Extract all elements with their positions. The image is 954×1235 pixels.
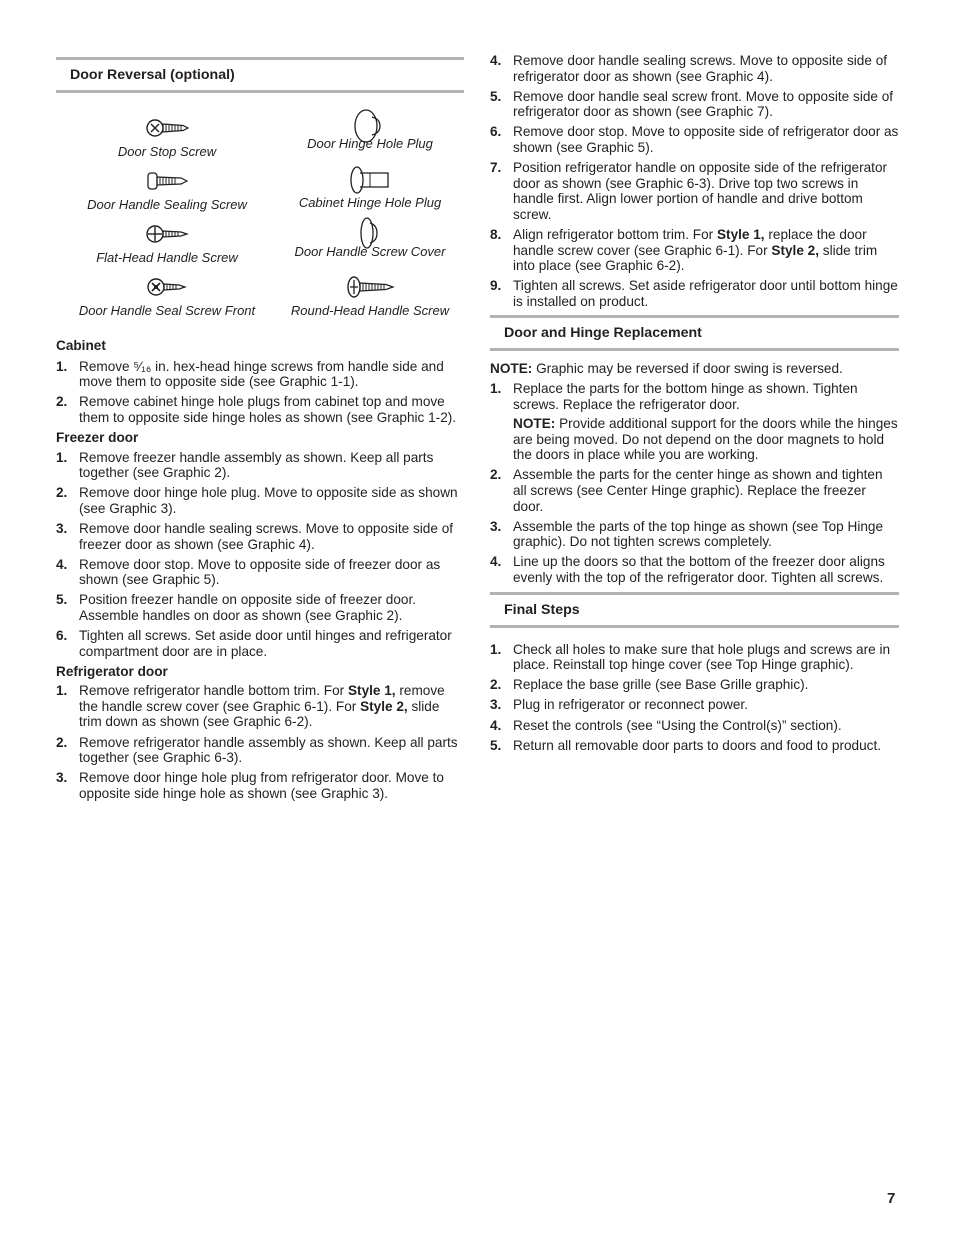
part-caption: Door Stop Screw [117,144,217,159]
list-item: 6. Tighten all screws. Set aside door until hinges and refrigerator compartment door are in place. [56,628,452,659]
list-item: 5. Position freezer handle on opposite side of freezer door. Assemble handles on door as shown (see Graphic 2). [56,592,417,623]
subheading-refrigerator-door: Refrigerator door [56,663,168,679]
list-item: 1. Remove freezer handle assembly as shown. Keep all parts together (see Graphic 2). [56,449,434,481]
right-column [490,0,899,758]
part-caption: Door Handle Sealing Screw [87,197,247,212]
seal-screw-front-icon [143,274,191,300]
section-heading-final-steps: Final Steps [490,592,899,628]
list-item: 3. Remove door hinge hole plug from refrigerator door. Move to opposite side hinge hole as shown (see Graphic 3). [56,770,444,801]
cabinet-section [56,338,464,425]
list-item: 3. Remove door handle sealing screws. Move to opposite side of freezer door as shown (see Graphic 4). [56,520,454,552]
section-heading-door-reversal: Door Reversal (optional) [56,57,464,93]
freezer-section [56,430,464,659]
part-flat-head-handle-screw [64,221,270,274]
list-item: 3. Assemble the parts of the top hinge as shown (see Top Hinge graphic). Do not tighten screws completely. [490,518,884,550]
part-round-head-handle-screw [278,274,462,327]
left-column [56,0,464,806]
list-item: 6. Remove door stop. Move to opposite side of refrigerator door as shown (see Graphic 5). [490,124,899,155]
refrigerator-steps-continued [490,53,899,309]
list-item: 9. Tighten all screws. Set aside refrigerator door until bottom hinge is installed on product. [490,278,898,309]
list-item: 2. Replace the base grille (see Base Grille graphic). [490,677,809,693]
door-stop-screw-icon [143,115,191,141]
part-cabinet-hinge-hole-plug [278,168,462,221]
part-caption: Flat-Head Handle Screw [96,250,238,265]
part-caption: Cabinet Hinge Hole Plug [298,195,442,210]
part-caption: Door Handle Seal Screw Front [78,303,256,318]
note-graphic-reversed: NOTE: Graphic may be reversed if door swing is reversed. [490,361,843,377]
part-caption: Door Handle Screw Cover [294,244,446,259]
section-heading-door-hinge-replacement: Door and Hinge Replacement [490,315,899,351]
list-item: 7. Position refrigerator handle on opposite side of the refrigerator door as shown (see Graphic 6-3). Drive top two screws in handle first. Align lower portion of handle and drive bottom screw. [490,160,888,222]
list-item: 4. Line up the doors so that the bottom of the freezer door aligns evenly with the top of the refrigerator door. Tighten all screws. [490,554,885,586]
part-caption: Door Hinge Hole Plug [307,136,433,151]
list-item: 1. Remove refrigerator handle bottom trim. For Style 1, remove the handle screw cover (see Graphic 6-1). For Style 2, slide trim down as shown (see Graphic 6-2). [56,683,445,730]
part-door-handle-seal-screw-front [64,274,270,327]
part-caption: Round-Head Handle Screw [290,303,450,318]
list-item: 8. Align refrigerator bottom trim. For Style 1, replace the door handle screw cover (see Graphic 6-1). For Style 2, slide trim into place (see Graphic 6-2). [490,226,878,274]
list-item: 5. Remove door handle seal screw front. Move to opposite side of refrigerator door as shown (see Graphic 7). [490,88,894,120]
part-door-stop-screw [64,115,270,168]
list-item: 2. Remove door hinge hole plug. Move to opposite side as shown (see Graphic 3). [56,485,458,516]
list-item: 2. Remove cabinet hinge hole plugs from cabinet top and move them to opposite side hinge holes as shown (see Graphic 1-2). [56,394,457,425]
flat-head-screw-icon [143,221,191,247]
page-number: 7 [887,1190,896,1207]
list-item: 4. Remove door handle sealing screws. Move to opposite side of refrigerator door as shown (see Graphic 4). [490,53,888,84]
subheading-cabinet: Cabinet [56,338,106,353]
part-door-hinge-hole-plug [278,115,462,168]
note-additional-support: NOTE: Provide additional support for the doors while the hinges are being moved. Do not depend on the door magnets to hold the doors in place while you are working. [513,416,898,463]
part-door-handle-sealing-screw [64,168,270,221]
sealing-screw-icon [143,168,191,194]
list-item: 1. Check all holes to make sure that hole plugs and screws are in place. Reinstall top hinge cover (see Top Hinge graphic). [490,641,891,673]
parts-legend [64,115,464,327]
subheading-freezer-door: Freezer door [56,429,139,445]
list-item: 5. Return all removable door parts to doors and food to product. [490,737,882,753]
list-item: 2. Remove refrigerator handle assembly as shown. Keep all parts together (see Graphic 6-3). [56,734,458,766]
list-item: 1. Replace the parts for the bottom hinge as shown. Tighten screws. Replace the refrigerator door. NOTE: Provide additional support for the doors while the hinges are being moved. Do not depend on the door magnets to hold the doors in place while you are working. [490,381,898,463]
part-door-handle-screw-cover [278,221,462,274]
round-head-screw-icon [344,274,396,300]
refrigerator-section [56,664,464,802]
list-item: 4. Remove door stop. Move to opposite side of freezer door as shown (see Graphic 5). [56,556,441,588]
list-item: 1. Remove ⁵⁄₁₆ in. hex-head hinge screws from handle side and move them to opposite side (see Graphic 1-1). [56,358,444,390]
list-item: 4. Reset the controls (see “Using the Control(s)” section). [490,717,842,733]
list-item: 3. Plug in refrigerator or reconnect power. [490,697,748,713]
list-item: 2. Assemble the parts for the center hinge as shown and tighten all screws (see Center Hinge graphic). Replace the freezer door. [490,467,883,514]
cabinet-plug-icon [346,164,394,196]
